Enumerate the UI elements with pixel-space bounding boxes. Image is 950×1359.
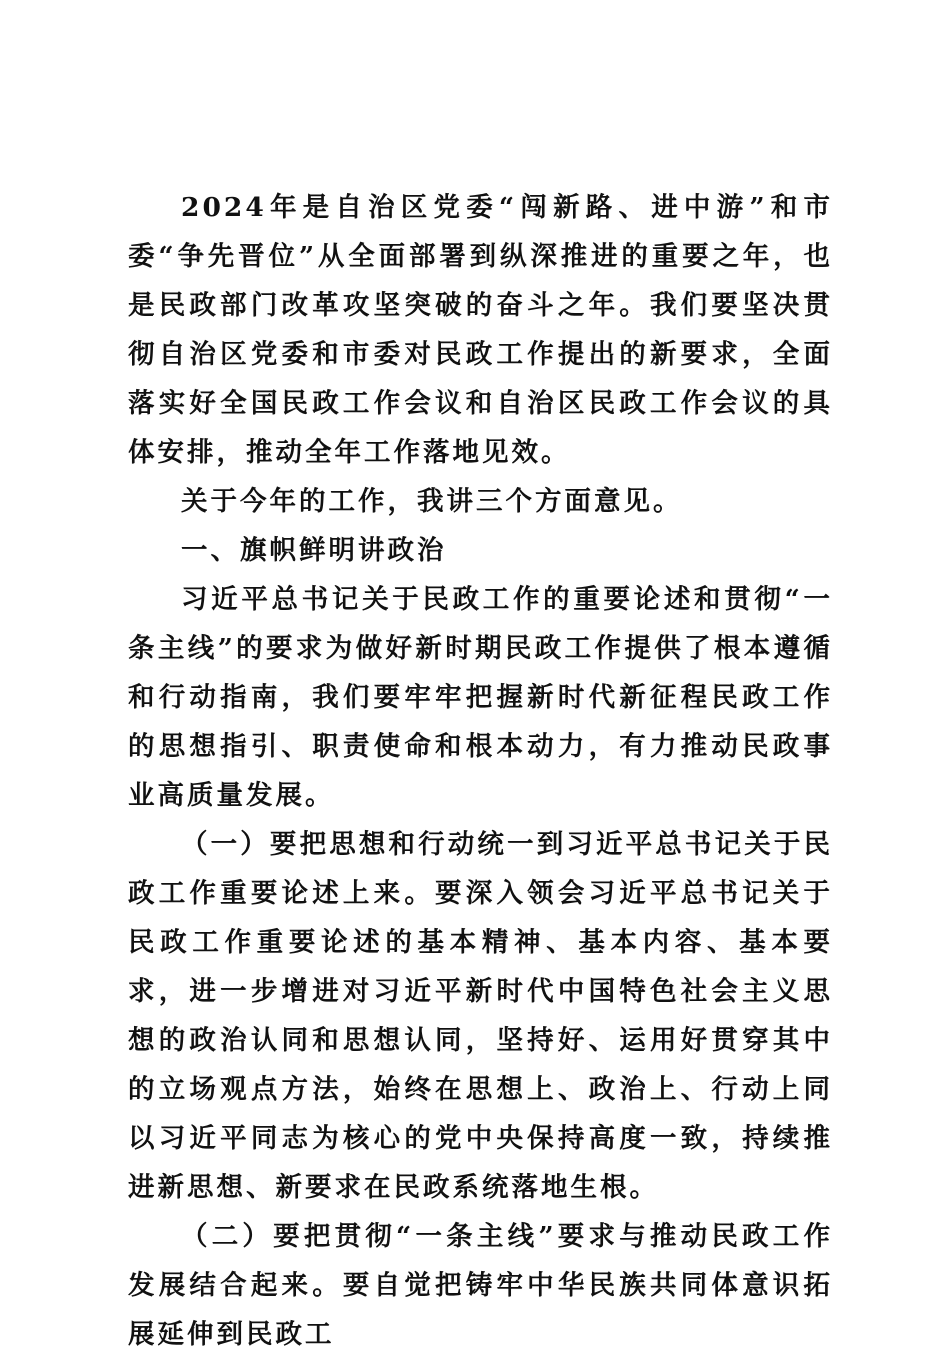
section-heading-1: 一、旗帜鲜明讲政治 bbox=[181, 535, 447, 566]
paragraph-overview: 关于今年的工作，我讲三个方面意见。 bbox=[181, 486, 683, 517]
paragraph-intro: 2024年是自治区党委“闯新路、进中游”和市委“争先晋位”从全面部署到纵深推进的重要之年，也是民政部门改革攻坚突破的奋斗之年。我们要坚决贯彻自治区党委和市委对民政工作提出的新要求，全面落实好全国民政工作会议和自治区民政工作会议的具体安排，推动全年工作落地见效。 bbox=[128, 192, 833, 468]
document-body bbox=[128, 183, 833, 1359]
paragraph-subsection-1: （一）要把思想和行动统一到习近平总书记关于民政工作重要论述上来。要深入领会习近平总书记关于民政工作重要论述的基本精神、基本内容、基本要求，进一步增进对习近平新时代中国特色社会主义思想的政治认同和思想认同，坚持好、运用好贯穿其中的立场观点方法，始终在思想上、政治上、行动上同以习近平同志为核心的党中央保持高度一致，持续推进新思想、新要求在民政系统落地生根。 bbox=[128, 829, 833, 1203]
paragraph-section-1: 习近平总书记关于民政工作的重要论述和贯彻“一条主线”的要求为做好新时期民政工作提供了根本遵循和行动指南，我们要牢牢把握新时代新征程民政工作的思想指引、职责使命和根本动力，有力推动民政事业高质量发展。 bbox=[128, 584, 833, 811]
paragraph-subsection-2: （二）要把贯彻“一条主线”要求与推动民政工作发展结合起来。要自觉把铸牢中华民族共同体意识拓展延伸到民政工 bbox=[128, 1221, 833, 1350]
